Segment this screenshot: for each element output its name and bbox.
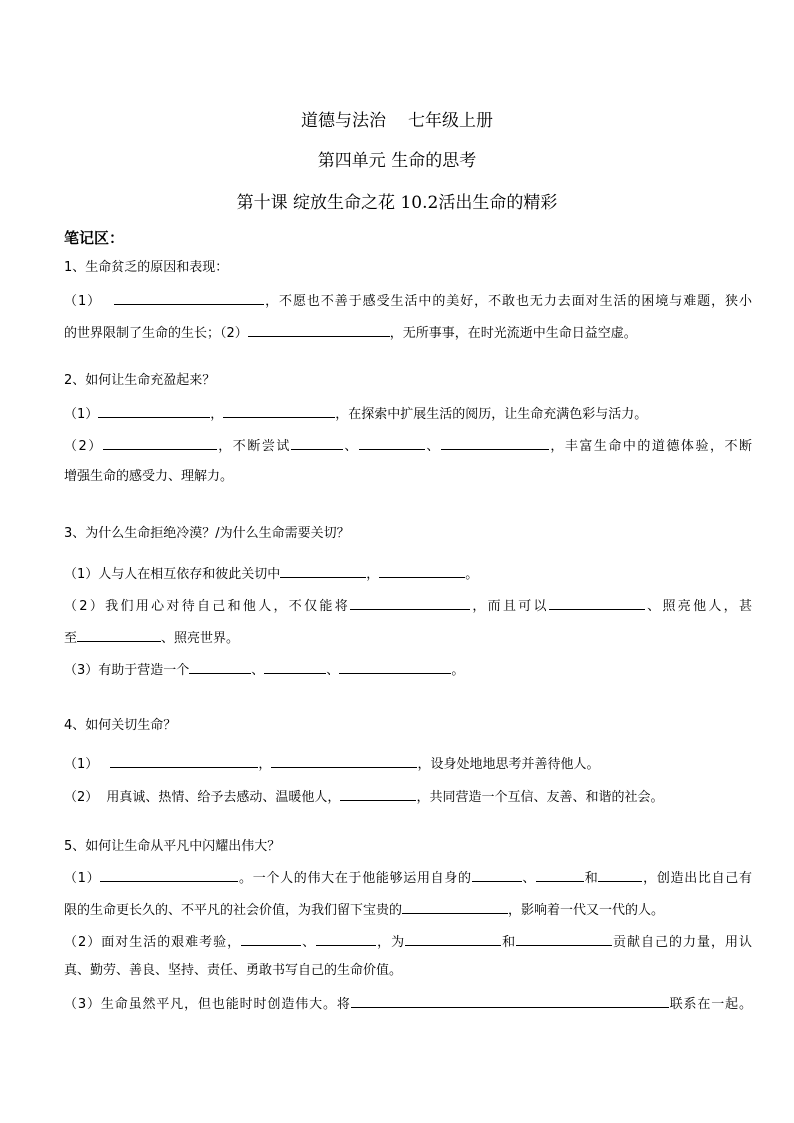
q4-title: 4、如何关切生命？ bbox=[64, 718, 177, 733]
answer-blank[interactable] bbox=[103, 435, 217, 450]
q2-line-b: （2） ，不断尝试 、 、 ，丰富生命中的道德体验，不断 bbox=[64, 435, 752, 457]
q1-a-text: ，不愿也不善于感受生活中的美好，不敢也无力去面对生活的困境与难题，狭小 bbox=[264, 294, 752, 309]
q5-line-e: （3）生命虽然平凡，但也能时时创造伟大。将 联系在一起。 bbox=[64, 993, 752, 1015]
answer-blank[interactable] bbox=[291, 435, 343, 450]
q2-a-post: ，在探索中扩展生活的阅历，让生命充满色彩与活力。 bbox=[335, 407, 648, 422]
answer-blank[interactable] bbox=[351, 993, 669, 1008]
q5-line-d: 真、勤劳、善良、坚持、责任、勇敢书写自己的生命价值。 bbox=[64, 963, 403, 978]
q2-line-a: （1） ， ，在探索中扩展生活的阅历，让生命充满色彩与活力。 bbox=[64, 403, 647, 425]
answer-blank[interactable] bbox=[248, 322, 390, 337]
answer-blank[interactable] bbox=[350, 595, 470, 610]
answer-blank[interactable] bbox=[98, 403, 210, 418]
answer-blank[interactable] bbox=[472, 867, 522, 882]
q2-b-post: ，丰富生命中的道德体验，不断 bbox=[548, 439, 752, 454]
q3-line-c: 至 、照亮世界。 bbox=[64, 627, 239, 649]
q1-line-a bbox=[64, 290, 752, 312]
answer-blank[interactable] bbox=[359, 435, 425, 450]
unit-title: 第四单元 生命的思考 bbox=[317, 151, 477, 171]
answer-blank[interactable] bbox=[441, 435, 549, 450]
answer-blank[interactable] bbox=[402, 899, 508, 914]
grade-text: 七年级上册 bbox=[408, 111, 493, 131]
answer-blank[interactable] bbox=[536, 867, 584, 882]
q3-line-b: （2）我们用心对待自己和他人，不仅能将 ，而且可以 、照亮他人，甚 bbox=[64, 595, 752, 617]
answer-blank[interactable] bbox=[340, 786, 416, 801]
q5-line-a: （1） 。一个人的伟大在于他能够运用自身的 、 和 ，创造出比自己有 bbox=[64, 867, 752, 889]
q1-b-pre: 的世界限制了生命的生长；（2） bbox=[64, 326, 248, 341]
answer-blank[interactable] bbox=[264, 659, 326, 674]
q4-line-b: （2） 用真诚、热情、给予去感动、温暖他人， ，共同营造一个互信、友善、和谐的社会。 bbox=[64, 786, 663, 808]
q1-a-num: （1） bbox=[64, 294, 102, 309]
q5-line-b: 限的生命更长久的、不平凡的社会价值，为我们留下宝贵的 ，影响着一代又一代的人。 bbox=[64, 899, 664, 921]
q3-line-d: （3）有助于营造一个 、 、 。 bbox=[64, 659, 464, 681]
subject-text: 道德与法治 bbox=[301, 111, 386, 131]
answer-blank[interactable] bbox=[405, 931, 501, 946]
q1-line-b bbox=[64, 322, 637, 344]
answer-blank[interactable] bbox=[114, 290, 264, 305]
q3-line-a: （1）人与人在相互依存和彼此关切中 ， 。 bbox=[64, 563, 478, 585]
q2-line-c: 增强生命的感受力、理解力。 bbox=[64, 469, 234, 484]
answer-blank[interactable] bbox=[241, 931, 301, 946]
q5-title: 5、如何让生命从平凡中闪耀出伟大？ bbox=[64, 839, 281, 854]
q2-a-num: （1） bbox=[64, 407, 99, 422]
q2-title: 2、如何让生命充盈起来？ bbox=[64, 373, 216, 388]
answer-blank[interactable] bbox=[110, 753, 258, 768]
answer-blank[interactable] bbox=[339, 659, 451, 674]
answer-blank[interactable] bbox=[316, 931, 376, 946]
q3-title: 3、为什么生命拒绝冷漠？/为什么生命需要关切？ bbox=[64, 526, 350, 541]
answer-blank[interactable] bbox=[598, 867, 642, 882]
subject-grade-title bbox=[0, 106, 794, 131]
answer-blank[interactable] bbox=[280, 563, 366, 578]
lesson-title: 第十课 绽放生命之花 10.2活出生命的精彩 bbox=[236, 193, 558, 213]
answer-blank[interactable] bbox=[189, 659, 251, 674]
q4-line-a: （1） ， ，设身处地地思考并善待他人。 bbox=[64, 753, 599, 775]
answer-blank[interactable] bbox=[516, 931, 612, 946]
answer-blank[interactable] bbox=[100, 867, 238, 882]
answer-blank[interactable] bbox=[271, 753, 417, 768]
q1-title: 1、生命贫乏的原因和表现： bbox=[64, 260, 229, 275]
q5-line-c: （2）面对生活的艰难考验， 、 ，为 和 贡献自己的力量，用认 bbox=[64, 931, 752, 953]
answer-blank[interactable] bbox=[223, 403, 335, 418]
answer-blank[interactable] bbox=[77, 627, 161, 642]
notes-label: 笔记区： bbox=[64, 229, 125, 247]
q1-b-post: ，无所事事，在时光流逝中生命日益空虚。 bbox=[389, 326, 637, 341]
answer-blank[interactable] bbox=[379, 563, 465, 578]
answer-blank[interactable] bbox=[549, 595, 645, 610]
q2-b-num: （2） bbox=[64, 439, 103, 454]
